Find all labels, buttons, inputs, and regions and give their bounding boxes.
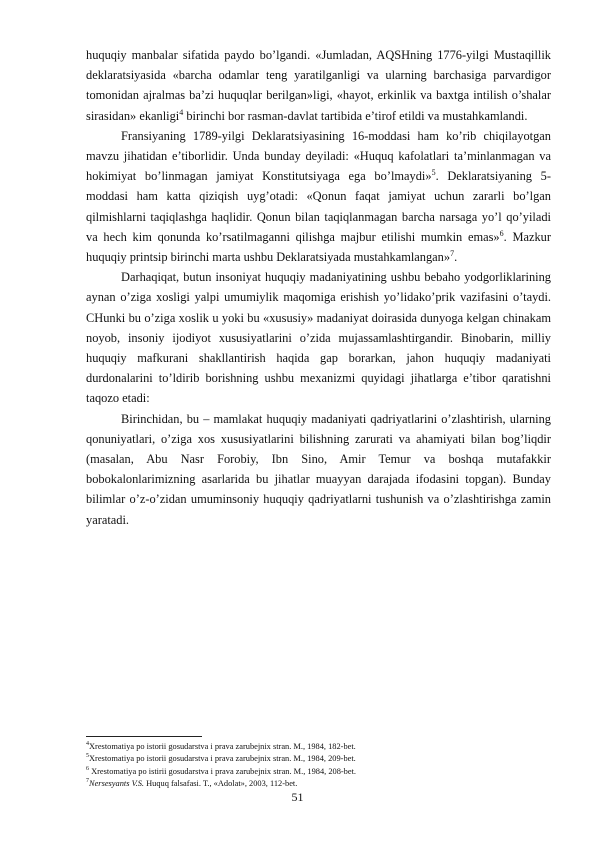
footnote-text: Xrestomatiya po istorii gosudarstva i prava zarubejnix stran. M., 1984, 182-bet. bbox=[89, 742, 356, 751]
footnote-ref: 4 bbox=[179, 107, 184, 117]
footnote-author: Nersesуants V.S. bbox=[89, 779, 144, 789]
footnote-ref: 5 bbox=[431, 168, 436, 178]
footnote-text: Huquq falsafasi. T., «Adolat», 2003, 112-bet. bbox=[143, 779, 298, 789]
footnote-number: 7 bbox=[86, 778, 89, 785]
page-number: 51 bbox=[291, 790, 304, 804]
paragraph-text: . Mazkur huquqiy printsip birinchi marta ushbu Deklaratsiyada mustahkamlangan» bbox=[86, 229, 551, 265]
paragraph-text: . bbox=[454, 250, 458, 265]
paragraph: Birinchidan, bu – mamlakat huquqiy madaniyati qadriyatlarini o’zlashtirish, ularning qonuniyatlari, o’ziga xos xususiyatlarini bilishning zarurati va ahamiyati bilan bog’liqdir (masalan, Abu Nasr Forobiy, Ibn Sino, Amir Temur va boshqa mutafakkir bobokalonlarimizning asarlarida bu jihatlar muayyan darajada ifodasini topgan). Bunday bilimlar o’z-o’zidan umuminsoniy huquqiy qadriyatlarni tushunish va o’zlashtirishga zamin yaratadi. bbox=[86, 411, 551, 527]
footnote-text: Xrestomatiya po istorii gosudarstva i prava zarubejnix stran. M., 1984, 209-bet. bbox=[89, 754, 356, 764]
footnote bbox=[86, 766, 551, 778]
footnote bbox=[86, 778, 551, 790]
paragraph-text: birinchi bor rasman-davlat tartibida e’tirof etildi va mustahkamlandi. bbox=[183, 108, 528, 123]
footnote-ref: 7 bbox=[450, 248, 455, 258]
paragraph-text: Fransiyaning 1789-yilgi Deklaratsiyasining 16-moddasi ham ko’rib chiqilayotgan mavzu jihatidan e’tiborlidir. Unda bunday deyiladi: «Huquq kafolatlari ta’minlanmagan va hokimiyat bo’linmagan jamiyat Konstitutsiyaga ega bo’lmaydi» bbox=[86, 128, 551, 184]
footnote-text: Xrestomatiya po istirii gosudarstva i prava zarubejnix stran. M., 1984, 208-bet. bbox=[89, 766, 357, 776]
footnote-separator bbox=[86, 736, 202, 737]
footnote bbox=[86, 741, 551, 753]
paragraph-text: . Deklaratsiyaning 5-moddasi ham katta qiziqish uyg’otadi: «Qonun faqat jamiyat uchun zararli bo’lgan qilmishlarni taqiqlashga haqlidir. Qonun bilan taqiqlanmagan barcha narsaga yo’l qo’yiladi va hech kim qonunda ko’rsatilmaganni qilishga majbur etilishi mumkin emas» bbox=[86, 169, 551, 244]
paragraph-text: huquqiy manbalar sifatida paydo bo’lgandi. «Jumladan, AQSHning 1776-yilgi Mustaqillik deklaratsiyasida «barcha odamlar teng yaratilganligi va ularning barchasiga parvardigor tomonidan ajralmas ba’zi huquqlar berilgan»ligi, «hayot, erkinlik va baxtga intilish o’shalar sirasidan» ekanligi bbox=[86, 48, 551, 123]
paragraph bbox=[86, 126, 551, 267]
footnote bbox=[86, 753, 551, 765]
footnotes bbox=[86, 741, 551, 791]
footnote-number: 5 bbox=[86, 753, 89, 760]
paragraph bbox=[86, 45, 551, 126]
footnote-ref: 6 bbox=[499, 228, 504, 238]
main-text bbox=[86, 45, 551, 530]
footnote-number: 6 bbox=[86, 766, 89, 773]
footnote-number: 4 bbox=[86, 741, 89, 748]
paragraph: Darhaqiqat, butun insoniyat huquqiy madaniyatining ushbu bebaho yodgorliklarining aynan o’ziga xosligi yalpi umumiylik maqomiga erishish yo’lidako’prik vazifasini o’taydi. CHunki bu o’ziga xoslik u yoki bu «xususiy» madaniyat doirasida dunyoga kelgan chinakam noyob, insoniy ijodiyot xususiyatlarini o’zida mujassamlashtirgandir. Binobarin, milliy huquqiy mafkurani shakllantirish haqida gap borarkan, jahon huquqiy madaniyati durdonalarini to’ldirib borishning ushbu mexanizmi quyidagi jihatlarga e’tibor qaratishni taqozo etadi: bbox=[86, 270, 551, 406]
